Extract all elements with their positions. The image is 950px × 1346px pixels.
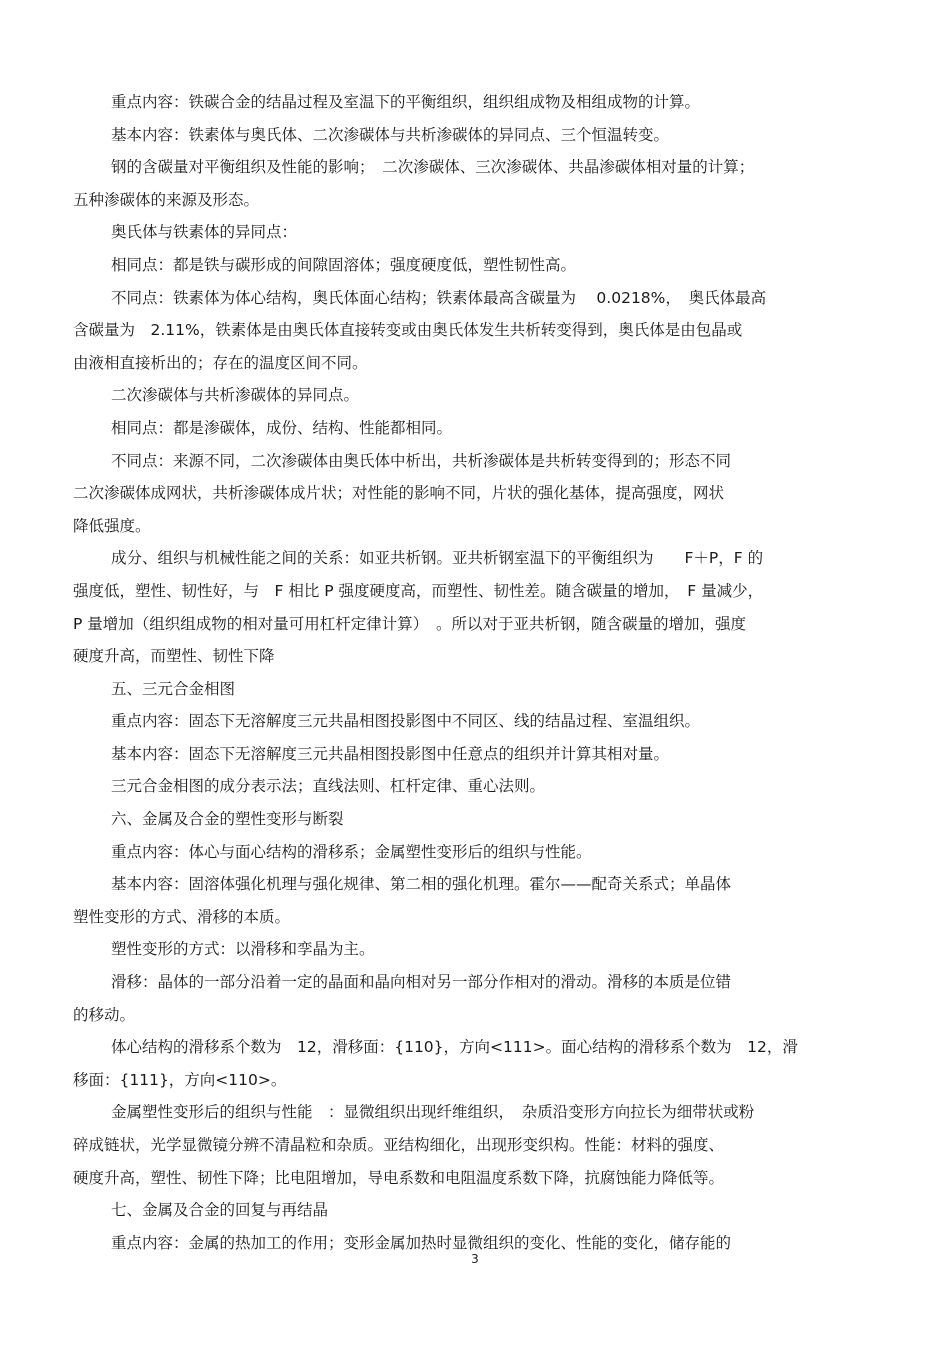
text-line: 五、三元合金相图 xyxy=(111,679,236,698)
text-line: 滑移：晶体的一部分沿着一定的晶面和晶向相对另一部分作相对的滑动。滑移的本质是位错 xyxy=(111,973,732,992)
text-line: 金属塑性变形后的组织与性能 ：显微组织出现纤维组织， 杂质沿变形方向拉长为细带状或粉 xyxy=(111,1103,755,1122)
text-line: 基本内容：铁素体与奥氏体、二次渗碳体与共析渗碳体的异同点、三个恒温转变。 xyxy=(111,125,670,144)
text-line: 钢的含碳量对平衡组织及性能的影响； 二次渗碳体、三次渗碳体、共晶渗碳体相对量的计算； xyxy=(111,158,755,177)
text-line: 硬度升高，而塑性、韧性下降 xyxy=(73,647,275,666)
text-line: 相同点：都是渗碳体，成份、结构、性能都相同。 xyxy=(111,418,453,437)
text-line: 塑性变形的方式：以滑移和孪晶为主。 xyxy=(111,940,375,959)
text-line: 移面：{111}，方向<110>。 xyxy=(73,1070,287,1089)
text-line: 含碳量为 2.11%，铁素体是由奥氏体直接转变或由奥氏体发生共析转变得到，奥氏体是由包晶或 xyxy=(73,321,743,340)
text-line: 重点内容：固态下无溶解度三元共晶相图投影图中不同区、线的结晶过程、室温组织。 xyxy=(111,712,701,731)
text-line: 不同点：铁素体为体心结构，奥氏体面心结构；铁素体最高含碳量为 0.0218%， 奥氏体最高 xyxy=(111,288,767,307)
text-line: 奥氏体与铁素体的异同点： xyxy=(111,223,298,242)
text-line: 塑性变形的方式、滑移的本质。 xyxy=(73,907,291,926)
text-line: P 量增加（组织组成物的相对量可用杠杆定律计算） 。所以对于亚共析钢，随含碳量的增加，强度 xyxy=(73,614,747,633)
text-line: 基本内容：固溶体强化机理与强化规律、第二相的强化机理。霍尔——配奇关系式；单晶体 xyxy=(111,875,732,894)
text-line: 体心结构的滑移系个数为 12，滑移面：{110}，方向<111>。面心结构的滑移系个数为 12，滑 xyxy=(111,1038,798,1057)
text-line: 重点内容：金属的热加工的作用；变形金属加热时显微组织的变化、性能的变化，储存能的 xyxy=(111,1233,732,1252)
text-line: 降低强度。 xyxy=(73,516,151,535)
text-line: 强度低，塑性、韧性好，与 F 相比 P 强度硬度高，而塑性、韧性差。随含碳量的增加， F 量减少， xyxy=(73,581,764,600)
text-line: 五种渗碳体的来源及形态。 xyxy=(73,190,260,209)
text-line: 二次渗碳体与共析渗碳体的异同点。 xyxy=(111,386,360,405)
text-line: 硬度升高，塑性、韧性下降；比电阻增加，导电系数和电阻温度系数下降，抗腐蚀能力降低等。 xyxy=(73,1168,725,1187)
text-line: 基本内容：固态下无溶解度三元共晶相图投影图中任意点的组织并计算其相对量。 xyxy=(111,744,670,763)
text-line: 重点内容：铁碳合金的结晶过程及室温下的平衡组织，组织组成物及相组成物的计算。 xyxy=(111,93,701,111)
text-line: 六、金属及合金的塑性变形与断裂 xyxy=(111,810,344,829)
text-line: 相同点：都是铁与碳形成的间隙固溶体；强度硬度低，塑性韧性高。 xyxy=(111,255,577,274)
text-line: 的移动。 xyxy=(73,1005,136,1024)
text-line: 不同点：来源不同，二次渗碳体由奥氏体中析出，共析渗碳体是共析转变得到的；形态不同 xyxy=(111,451,732,470)
text-line: 由液相直接析出的；存在的温度区间不同。 xyxy=(73,353,368,372)
text-line: 三元合金相图的成分表示法；直线法则、杠杆定律、重心法则。 xyxy=(111,777,546,796)
text-line: 成分、组织与机械性能之间的关系：如亚共析钢。亚共析钢室温下的平衡组织为 F＋P，F 的 xyxy=(111,549,764,568)
text-line: 二次渗碳体成网状，共析渗碳体成片状；对性能的影响不同，片状的强化基体，提高强度，网状 xyxy=(73,484,725,503)
page-number: 3 xyxy=(471,1252,479,1266)
text-line: 重点内容：体心与面心结构的滑移系；金属塑性变形后的组织与性能。 xyxy=(111,842,592,861)
text-line: 七、金属及合金的回复与再结晶 xyxy=(111,1201,329,1220)
text-line: 碎成链状，光学显微镜分辨不清晶粒和杂质。亚结构细化，出现形变织构。性能：材料的强度、 xyxy=(73,1136,725,1154)
document-body xyxy=(73,86,879,1259)
